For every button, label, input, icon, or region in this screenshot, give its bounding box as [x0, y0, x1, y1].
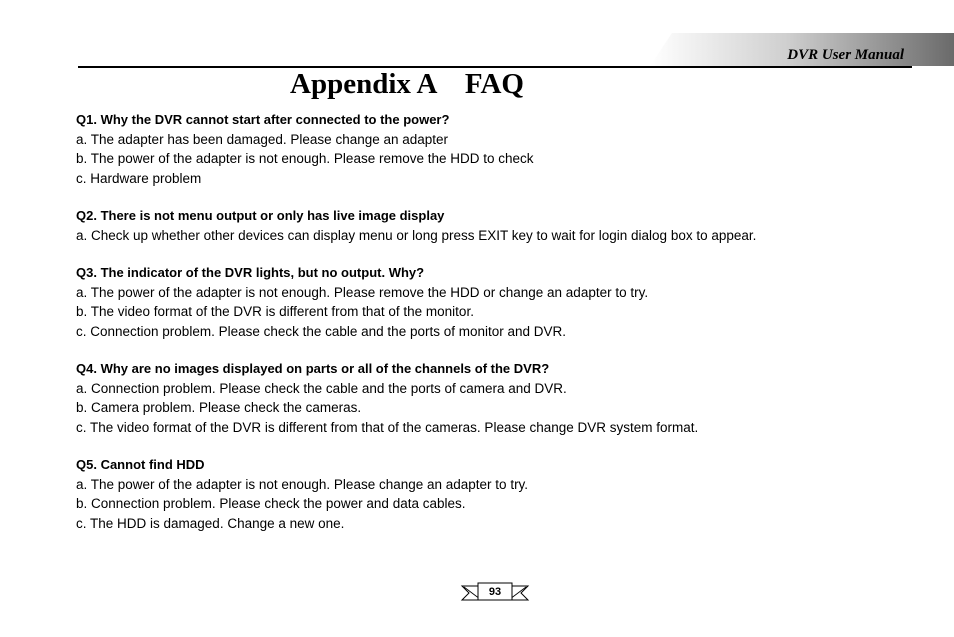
page-number: 93 — [488, 586, 502, 598]
faq-answer: c. Hardware problem — [76, 170, 202, 186]
faq-section-q2 — [76, 206, 936, 245]
manual-title: DVR User Manual — [787, 47, 904, 63]
faq-section-q4 — [76, 359, 936, 437]
faq-answer: c. The HDD is damaged. Change a new one. — [76, 515, 345, 531]
faq-question: Q1. Why the DVR cannot start after connected to the power? — [76, 112, 450, 127]
faq-answer: b. Camera problem. Please check the cameras. — [76, 400, 362, 415]
faq-question: Q2. There is not menu output or only has live image display — [76, 208, 445, 223]
faq-question: Q3. The indicator of the DVR lights, but no output. Why? — [76, 265, 425, 280]
faq-question: Q5. Cannot find HDD — [76, 457, 205, 472]
faq-answer: b. Connection problem. Please check the power and data cables. — [76, 496, 466, 511]
page-title: Appendix A FAQ — [290, 68, 524, 100]
faq-answer: b. The power of the adapter is not enough. Please remove the HDD to check — [76, 151, 534, 166]
faq-answer: a. Check up whether other devices can display menu or long press EXIT key to wait for login dialog box to appear. — [76, 227, 757, 243]
page-footer — [460, 581, 530, 605]
faq-answer: c. Connection problem. Please check the cable and the ports of monitor and DVR. — [76, 323, 567, 339]
faq-section-q1 — [76, 110, 936, 188]
faq-content — [76, 110, 936, 551]
faq-answer: a. Connection problem. Please check the cable and the ports of camera and DVR. — [76, 380, 567, 396]
faq-answer: a. The power of the adapter is not enough. Please remove the HDD or change an adapter to try. — [76, 284, 649, 300]
faq-section-q5 — [76, 455, 936, 533]
faq-answer: a. The power of the adapter is not enough. Please change an adapter to try. — [76, 476, 529, 492]
faq-section-q3 — [76, 263, 936, 341]
faq-question: Q4. Why are no images displayed on parts or all of the channels of the DVR? — [76, 361, 550, 376]
faq-answer: a. The adapter has been damaged. Please change an adapter — [76, 131, 449, 147]
faq-answer: c. The video format of the DVR is different from that of the cameras. Please change DVR system format. — [76, 419, 699, 435]
faq-answer: b. The video format of the DVR is different from that of the monitor. — [76, 304, 474, 319]
